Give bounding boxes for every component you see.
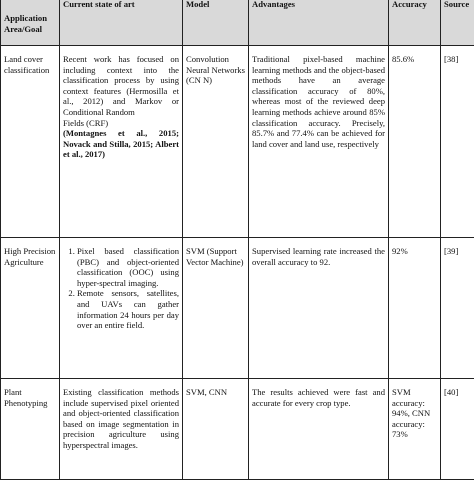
list-item: 2. Remote sensors, satellites, and UAVs can gather information 24 hours per day over an entire field. <box>77 288 179 330</box>
cell-area: Plant Phenotyping <box>1 379 60 480</box>
cell-advantages: Traditional pixel-based machine learning methods and the object-based methods have an average classification accuracy of 80%, whereas most of the reviewed deep learning methods achieve around 85% classification accuracy. Precisely, 85.7% and 77.4% can be achieved for land cover and land use, respectively <box>249 46 389 238</box>
cell-source: [38] <box>441 46 474 238</box>
table-row <box>1 379 474 480</box>
cell-source: [40] <box>441 379 474 480</box>
cell-advantages: Supervised learning rate increased the overall accuracy to 92. <box>249 238 389 379</box>
cell-advantages: The results achieved were fast and accurate for every crop type. <box>249 379 389 480</box>
state-list <box>63 246 179 331</box>
header-advantages: Advantages <box>249 0 389 46</box>
cell-model: Convolution Neural Networks (CN N) <box>183 46 249 238</box>
state-text: Recent work has focused on including context into the classification process by using context features (Hermosilla et al., 2012) and Markov or Conditional Random <box>63 54 179 118</box>
header-model: Model <box>183 0 249 46</box>
header-source: Source <box>441 0 474 46</box>
table-row <box>1 238 474 379</box>
list-item: 1. Pixel based classification (PBC) and object-oriented classification (OOC) using hyper-spectral imaging. <box>77 246 179 288</box>
cell-model: SVM (Support Vector Machine) <box>183 238 249 379</box>
header-current-state: Current state of art <box>60 0 183 46</box>
cell-state: Existing classification methods include supervised pixel oriented and object-oriented classification based on image segmentation in precision agriculture using hyperspectral images. <box>60 379 183 480</box>
cell-area: High Precision Agriculture <box>1 238 60 379</box>
header-row <box>1 0 474 46</box>
cell-area: Land cover classification <box>1 46 60 238</box>
cell-accuracy: 85.6% <box>389 46 441 238</box>
cell-source: [39] <box>441 238 474 379</box>
header-accuracy: Accuracy <box>389 0 441 46</box>
cell-state <box>60 238 183 379</box>
cell-accuracy: SVM accuracy: 94%, CNN accuracy: 73% <box>389 379 441 480</box>
cell-accuracy: 92% <box>389 238 441 379</box>
header-application-area: Application Area/Goal <box>1 0 60 46</box>
cell-model: SVM, CNN <box>183 379 249 480</box>
state-references: (Montagnes et al., 2015; Novack and Stilla, 2015; Albert et al., 2017) <box>63 128 179 160</box>
state-tail: Fields (CRF) <box>63 118 179 129</box>
cell-state <box>60 46 183 238</box>
table-row <box>1 46 474 238</box>
